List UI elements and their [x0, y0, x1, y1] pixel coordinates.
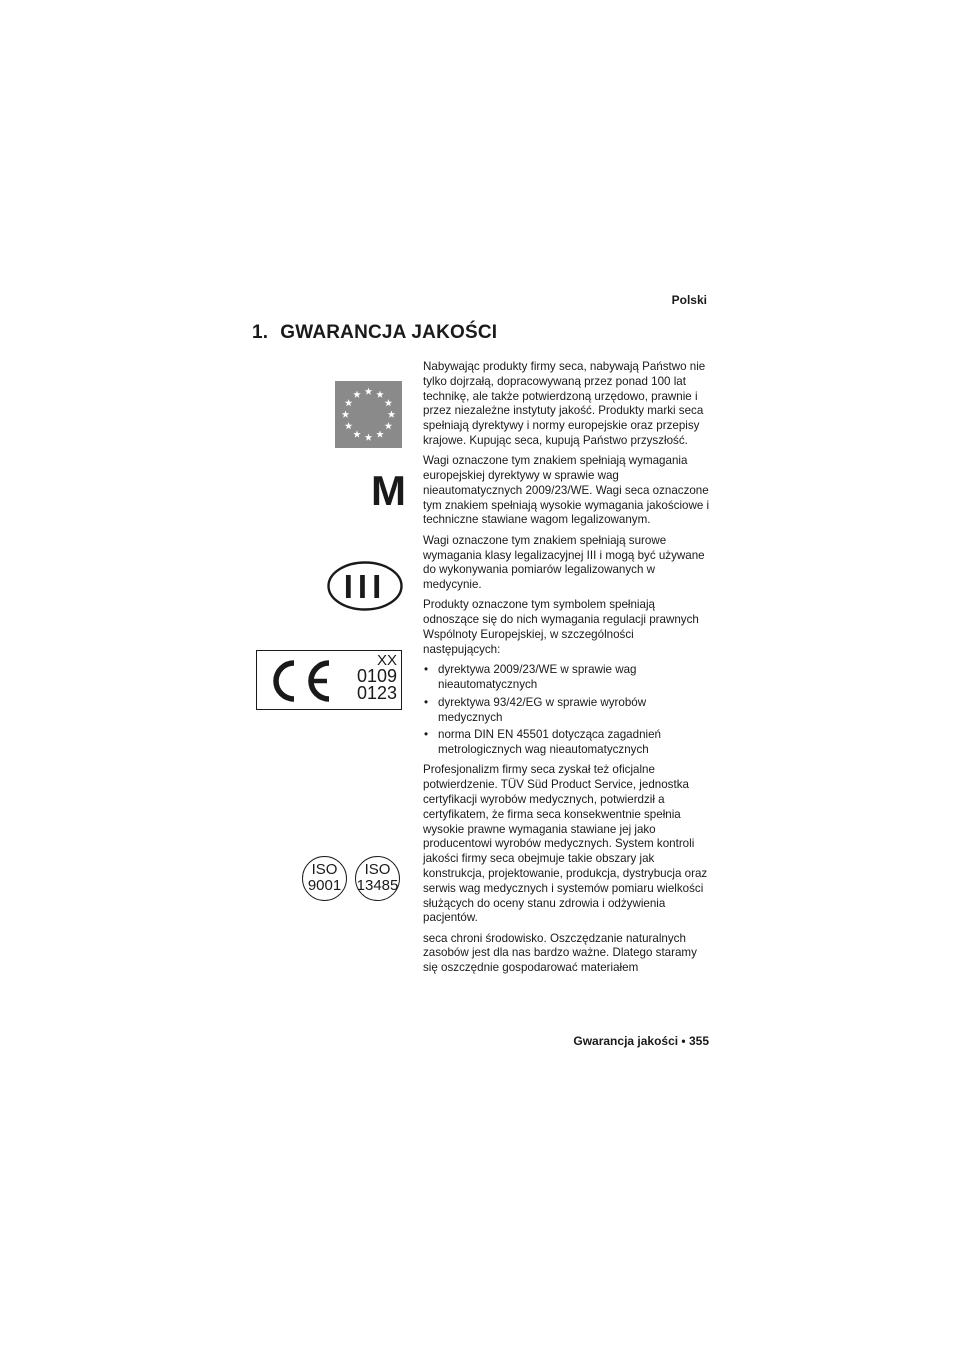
page-footer: Gwarancja jakości • 355 — [573, 1034, 709, 1048]
list-item: • norma DIN EN 45501 dotycząca zagadnień metrologicznych wag nieautomatycznych — [423, 728, 713, 758]
ce-mark-icon — [267, 660, 333, 702]
body-text-column — [423, 360, 713, 982]
accuracy-class-iii-icon — [327, 561, 403, 611]
ce-code-0109: 0109 — [356, 666, 397, 686]
section-title — [252, 322, 497, 344]
iso-13485-badge — [355, 856, 400, 901]
accuracy-class-label: III — [343, 568, 387, 605]
ce-mark-box — [256, 650, 402, 710]
ce-code-xx: XX — [376, 652, 397, 669]
eu-flag-icon — [335, 381, 402, 448]
iso-9001-badge — [302, 856, 347, 901]
section-number: 1. — [252, 322, 269, 343]
ce-mark-paragraph: Produkty oznaczone tym symbolem spełniają odnoszące się do nich wymagania regulacji prawnych Wspólnoty Europejskiej, w szczególności następujących: — [423, 598, 699, 656]
list-item: • dyrektywa 2009/23/WE w sprawie wag nieautomatycznych — [423, 663, 713, 693]
iso-badge-line2: 13485 — [356, 877, 399, 894]
section-title-text: GWARANCJA JAKOŚCI — [280, 322, 498, 343]
m-mark-paragraph: Wagi oznaczone tym znakiem spełniają wymagania europejskiej dyrektywy w sprawie wag nieautomatycznych 2009/23/WE. Wagi seca oznaczone tym znakiem spełniają wysokie wymagania jakościowe i techniczne stawiane wagom legalizowanym. — [423, 454, 710, 527]
ce-notified-body-codes — [357, 653, 397, 702]
list-item: • dyrektywa 93/42/EG w sprawie wyrobów medycznych — [423, 696, 713, 726]
iso-paragraph: Profesjonalizm firmy seca zyskał też oficjalne potwierdzenie. TÜV Süd Product Service, jednostka certyfikacji wyrobów medycznych, potwierdził a certyfikatem, że firma seca konsekwentnie spełnia wysokie prawne wymagania stawiane jej jako producentowi wyrobów medycznych. System kontroli jakości firmy seca obejmuje takie obszary jak konstrukcja, projektowanie, produkcja, dystrybucja oraz serwis wag medycznych i systemów pomiaru wielkości służących do oceny stanu zdrowia i odżywienia pacjentów. — [423, 763, 708, 925]
page-language-header: Polski — [671, 293, 707, 307]
iso-badge-line1: ISO — [364, 861, 391, 878]
metrology-m-mark: M — [371, 467, 406, 514]
class-mark-paragraph: Wagi oznaczone tym znakiem spełniają surowe wymagania klasy legalizacyjnej III i mogą być używane do wykonywania pomiarów legalizowanych w medycynie. — [423, 533, 705, 592]
ce-code-0123: 0123 — [356, 683, 397, 703]
intro-paragraph: Nabywając produkty firmy seca, nabywają Państwo nie tylko dojrzałą, dopracowywaną przez ponad 100 lat technikę, ale także potwierdzoną urzędowo, prawnie i przez niezależne instytuty jakość. Produkty marki seca spełniają dyrektywy i normy europejskie oraz przepisy krajowe. Kupując seca, kupują Państwo przyszłość. — [423, 360, 706, 447]
iso-badge-line1: ISO — [311, 861, 338, 878]
directive-list — [423, 663, 713, 758]
iso-badge-line2: 9001 — [307, 877, 342, 894]
environment-paragraph: seca chroni środowisko. Oszczędzanie naturalnych zasobów jest dla nas bardzo ważne. Dlatego staramy się oszczędnie gospodarować materiałem — [423, 931, 697, 975]
